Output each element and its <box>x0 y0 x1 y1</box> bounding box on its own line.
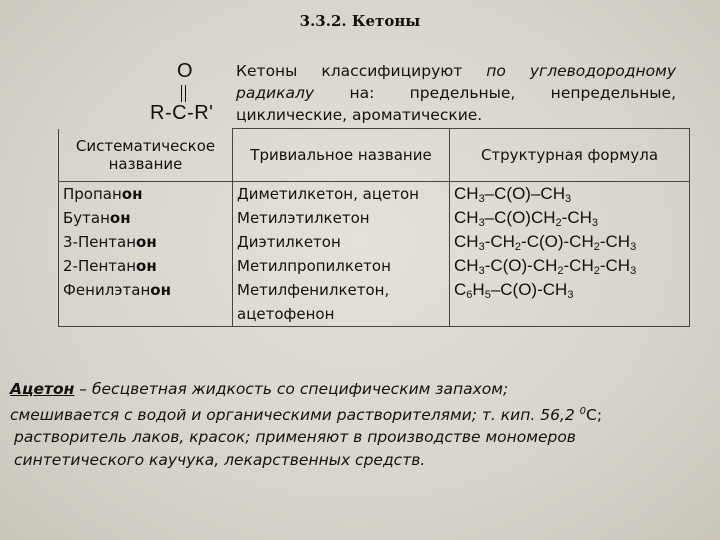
acetone-line-1: Ацетон – бесцветная жидкость со специфическим запахом; <box>10 380 509 398</box>
structural-formula: $CH_3-C(O)-CH_3$ <box>454 184 572 205</box>
acetone-line-4: синтетического каучука, лекарственных средств. <box>14 450 426 469</box>
systematic-name: Пропанон <box>63 185 143 203</box>
trivial-name: Диэтилкетон <box>237 233 341 251</box>
acetone-term: Ацетон <box>10 380 75 398</box>
trivial-name: Метилпропилкетон <box>237 257 391 275</box>
systematic-name: 3-Пентанон <box>63 233 157 251</box>
intro-text-italic: по углеводородному радикалу <box>236 62 676 102</box>
structural-formula: $CH_3-C(O)CH_2-CH_3$ <box>454 208 598 229</box>
ketones-table <box>58 128 690 327</box>
acetone-line-2: смешивается с водой и органическими растворителями; т. кип. 56,2 $^0$С; <box>10 405 603 424</box>
table-header-row <box>59 129 690 182</box>
trivial-name: Диметилкетон, ацетон <box>237 185 419 203</box>
intro-text-2: на: предельные, непредельные, циклические, ароматические. <box>236 84 676 124</box>
header-structural: Структурная формула <box>450 129 690 182</box>
structural-formula: $C_6H_5-C(O)-CH_3$ <box>454 280 574 301</box>
header-trivial: Тривиальное название <box>233 129 450 182</box>
systematic-name: 2-Пентанон <box>63 257 157 275</box>
page-title: 3.3.2. Кетоны <box>299 12 421 30</box>
acetone-description <box>10 378 715 471</box>
trivial-name: Метилфенилкетон, ацетофенон <box>237 281 390 323</box>
structural-formula: $CH_3-C(O)-CH_2-CH_2-CH_3$ <box>454 256 637 277</box>
header-systematic: Систематическое название <box>59 129 233 182</box>
systematic-names-cell <box>59 182 233 327</box>
ketone-general-formula <box>150 60 230 132</box>
double-bond <box>181 85 186 102</box>
acetone-line-3: растворитель лаков, красок; применяют в производстве мономеров <box>14 428 576 447</box>
ketone-chain: R-C-R' <box>150 102 214 124</box>
oxygen-atom: O <box>177 60 193 82</box>
trivial-names-cell <box>233 182 450 327</box>
table-body-row <box>59 182 690 327</box>
intro-text-1: Кетоны классифицируют <box>236 62 487 80</box>
structural-formula: $CH_3-CH_2-C(O)-CH_2-CH_3$ <box>454 232 637 253</box>
systematic-name: Бутанон <box>63 209 131 227</box>
intro-paragraph <box>236 60 676 126</box>
degree-sign: 0 <box>579 405 587 417</box>
structural-formulas-cell <box>450 182 690 327</box>
trivial-name: Метилэтилкетон <box>237 209 370 227</box>
systematic-name: Фенилэтанон <box>63 281 171 299</box>
